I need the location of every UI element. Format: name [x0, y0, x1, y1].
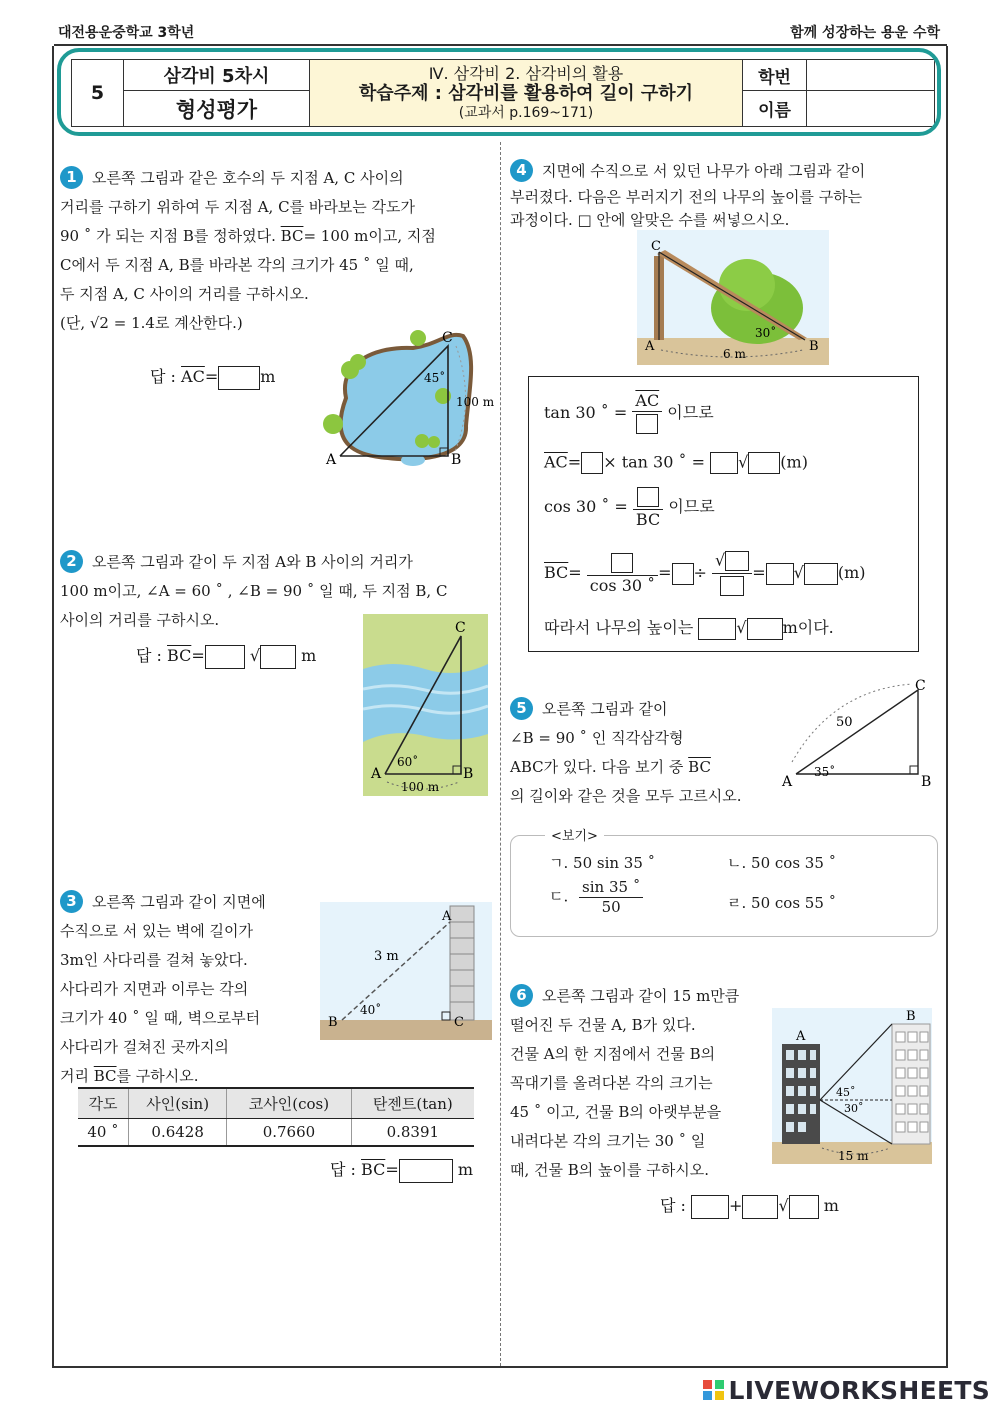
q1-line: 오른쪽 그림과 같은 호수의 두 지점 A, C 사이의	[92, 169, 404, 187]
table-cell: 0.8391	[351, 1118, 474, 1146]
q2-answer-box-radicand[interactable]	[260, 645, 296, 669]
equals-sign: =	[568, 563, 582, 582]
angle-label: 30˚	[755, 326, 777, 340]
q3-line: 3m인 사다리를 걸쳐 놓았다.	[60, 951, 248, 969]
label-c: C	[651, 239, 661, 254]
length-label: 15 m	[838, 1149, 869, 1163]
angle-label: 35˚	[814, 765, 836, 779]
option-3[interactable]	[549, 880, 643, 915]
process-text: 이므로	[668, 497, 715, 516]
fraction-denominator	[712, 574, 752, 596]
label-a: A	[796, 1029, 806, 1044]
q4-box-13[interactable]	[747, 618, 783, 640]
unit-label: (m)	[837, 563, 866, 582]
q3-text: 거리	[60, 1067, 94, 1085]
length-label: 100 m	[456, 395, 495, 409]
label-a: A	[782, 774, 793, 790]
q6-answer-box-3[interactable]	[789, 1195, 819, 1219]
q1-text: = 100 m이고, 지점	[303, 227, 436, 245]
label-b: B	[906, 1009, 916, 1024]
tree-icon	[323, 414, 343, 434]
process-row-3	[544, 487, 715, 528]
question-4	[510, 157, 942, 232]
option-2[interactable]: ㄴ. 50 cos 35 ˚	[727, 854, 837, 872]
table-header: 탄젠트(tan)	[351, 1088, 474, 1118]
angle-label: 60˚	[397, 755, 419, 769]
q1-answer-box[interactable]	[218, 366, 260, 390]
question-6	[510, 982, 750, 1185]
q4-line: 지면에 수직으로 서 있던 나무가 아래 그림과 같이	[542, 162, 866, 180]
textbook-label: (교과서 p.169~171)	[458, 105, 594, 122]
fraction-numerator	[587, 553, 658, 576]
label-b: B	[451, 452, 462, 468]
fraction	[633, 487, 663, 528]
example-box	[510, 835, 938, 937]
fraction-numerator: sin 35 ˚	[579, 880, 643, 898]
q2-river-figure	[363, 614, 488, 796]
q1-line: C에서 두 지점 A, B를 바라본 각의 크기가 45 ˚ 일 때,	[60, 256, 414, 274]
label-a: A	[442, 909, 452, 924]
sqrt-symbol: √	[738, 452, 749, 472]
table-header: 코사인(cos)	[227, 1088, 351, 1118]
q6-line: 떨어진 두 건물 A, B가 있다.	[510, 1016, 696, 1034]
question-number-6: 6	[510, 984, 533, 1007]
plus-sign: +	[729, 1196, 743, 1215]
unit-label: m	[457, 1160, 473, 1179]
tree-icon	[410, 330, 426, 346]
q3-line: 수직으로 서 있는 벽에 길이가	[60, 922, 253, 940]
question-number-5: 5	[510, 697, 533, 720]
fraction-denominator	[632, 412, 662, 434]
equals-sign: =	[567, 452, 582, 472]
q1-line: 거리를 구하기 위하여 두 지점 A, C를 바라보는 각도가	[60, 198, 416, 216]
q1-note: (단, √2 = 1.4로 계산한다.)	[60, 314, 243, 332]
sqrt-symbol: √	[778, 1196, 789, 1215]
logo-icon	[702, 1378, 726, 1402]
q4-line: 부러졌다. 다음은 부러지기 전의 나무의 높이를 구하는	[510, 188, 863, 206]
table-cell: 0.6428	[129, 1118, 227, 1146]
question-3	[60, 888, 300, 1091]
unit-label: (m)	[780, 452, 808, 472]
table-header: 사인(sin)	[129, 1088, 227, 1118]
q5-line: 오른쪽 그림과 같이	[542, 700, 668, 718]
worksheet-header	[57, 48, 941, 136]
q4-box-10[interactable]	[766, 563, 794, 585]
column-divider	[500, 142, 501, 1366]
q3-text: 를 구하시오.	[116, 1067, 199, 1085]
length-label: 3 m	[374, 949, 399, 964]
student-id-field[interactable]	[807, 60, 935, 91]
angle-label: 40˚	[360, 1003, 382, 1017]
label-c: C	[454, 1015, 464, 1030]
process-row-5	[544, 615, 834, 640]
q6-answer	[660, 1193, 839, 1219]
q3-answer-box[interactable]	[399, 1159, 453, 1183]
q4-box-11[interactable]	[804, 563, 838, 585]
process-text: × tan 30 ˚ =	[603, 452, 705, 472]
name-label: 이름	[743, 91, 807, 127]
river-shape	[363, 664, 488, 742]
q1-line: 두 지점 A, C 사이의 거리를 구하시오.	[60, 285, 309, 303]
sqrt-symbol: √	[736, 618, 747, 637]
tree-icon	[415, 434, 429, 448]
unit-label: m	[823, 1196, 839, 1215]
q1-text: 90 ˚ 가 되는 지점 B를 정하였다.	[60, 227, 281, 245]
label-a: A	[371, 766, 382, 782]
q3-line: 사다리가 걸쳐진 곳까지의	[60, 1038, 229, 1056]
process-row-2	[544, 452, 808, 474]
table-cell: 40 ˚	[78, 1118, 129, 1146]
unit-label: m	[301, 646, 317, 665]
label-b: B	[328, 1015, 338, 1030]
ground	[320, 1020, 492, 1040]
trig-table	[78, 1087, 474, 1147]
fraction-numerator: √	[712, 551, 752, 574]
answer-label: 답 :	[660, 1196, 692, 1215]
slogan-label: 함께 성장하는 용운 수학	[790, 25, 940, 41]
label-b: B	[809, 339, 819, 354]
q2-answer	[136, 643, 316, 669]
lake-shape	[341, 335, 472, 459]
angle-label-1: 45˚	[836, 1086, 856, 1099]
q4-box-12[interactable]	[698, 618, 736, 640]
sqrt-symbol: √	[793, 563, 804, 582]
fraction-denominator: cos 30 ˚	[589, 576, 656, 595]
q4-box-2[interactable]	[581, 452, 603, 474]
label-c: C	[455, 620, 466, 636]
q5-line: 의 길이와 같은 것을 모두 고르시오.	[510, 787, 742, 805]
fraction-numerator	[633, 487, 663, 510]
q2-line: 오른쪽 그림과 같이 두 지점 A와 B 사이의 거리가	[92, 553, 413, 571]
q6-buildings-figure	[772, 1008, 932, 1164]
fraction	[587, 553, 658, 594]
triangle-abc	[796, 690, 918, 774]
process-row-4	[544, 551, 866, 596]
q4-box-6[interactable]	[611, 553, 633, 573]
question-number-4: 4	[510, 159, 533, 182]
q1-segment: $\overline{BC}$	[280, 227, 304, 245]
q3-line: 크기가 40 ˚ 일 때, 벽으로부터	[60, 1009, 261, 1027]
answer-segment: $\overline{BC}$	[361, 1160, 386, 1179]
example-title: <보기>	[545, 825, 604, 844]
label-c: C	[915, 678, 926, 694]
q3-line: 사다리가 지면과 이루는 각의	[60, 980, 249, 998]
unit-label: Ⅳ. 삼각비 2. 삼각비의 활용	[428, 63, 624, 83]
q3-line: 오른쪽 그림과 같이 지면에	[92, 893, 266, 911]
student-id-label: 학번	[743, 60, 807, 91]
answer-label: 답 :	[150, 367, 182, 386]
q4-box-3[interactable]	[710, 452, 738, 474]
equals-sign: =	[191, 646, 205, 665]
q4-box-5[interactable]	[637, 487, 659, 507]
q6-line: 때, 건물 B의 높이를 구하시오.	[510, 1161, 710, 1179]
liveworksheets-logo	[702, 1376, 990, 1405]
option-label: ㄷ.	[549, 887, 569, 906]
length-label: 50	[836, 715, 853, 730]
process-text: 따라서 나무의 높이는	[544, 618, 694, 637]
question-number-2: 2	[60, 550, 83, 573]
table-header: 각도	[78, 1088, 129, 1118]
q4-box-9[interactable]	[720, 576, 744, 596]
q2-answer-box-coef[interactable]	[205, 645, 245, 669]
question-number-1: 1	[60, 166, 83, 189]
q4-line: 과정이다. □ 안에 알맞은 수를 써넣으시오.	[510, 211, 790, 229]
label-a: A	[645, 339, 655, 354]
fraction-numerator: $\overline{AC}$	[632, 393, 662, 412]
q3-answer	[330, 1157, 473, 1183]
q5-line: ∠B = 90 ˚ 인 직각삼각형	[510, 729, 684, 747]
q4-box-8[interactable]	[725, 551, 749, 571]
q6-line: 꼭대기를 올려다본 각의 크기는	[510, 1074, 713, 1092]
assessment-title: 형성평가	[124, 91, 310, 127]
angle-label: 45˚	[424, 371, 446, 385]
question-1	[60, 164, 492, 338]
q5-segment: $\overline{BC}$	[688, 758, 711, 776]
q3-ladder-figure	[320, 902, 492, 1040]
q6-answer-box-2[interactable]	[742, 1195, 778, 1219]
option-1[interactable]: ㄱ. 50 sin 35 ˚	[549, 854, 656, 872]
divide-sign: ÷	[693, 563, 707, 582]
process-text: 이므로	[667, 403, 714, 422]
process-text: cos 30 ˚ =	[544, 497, 633, 516]
process-row-1	[544, 393, 714, 434]
label-a: A	[326, 452, 337, 468]
answer-segment: $\overline{AC}$	[181, 367, 205, 386]
school-label: 대전용운중학교 3학년	[58, 25, 195, 41]
fraction-denominator: 50	[601, 898, 621, 916]
q4-box-1[interactable]	[636, 414, 658, 434]
option-4[interactable]: ㄹ. 50 cos 55 ˚	[727, 894, 837, 912]
q1-lake-figure	[318, 326, 498, 474]
answer-label: 답 :	[136, 646, 168, 665]
question-number-3: 3	[60, 890, 83, 913]
q5-text: ABC가 있다. 다음 보기 중	[510, 758, 689, 776]
tree-icon	[428, 436, 440, 448]
answer-segment: $\overline{BC}$	[167, 646, 192, 665]
brick-wall	[450, 906, 474, 1020]
angle-label-2: 30˚	[844, 1102, 864, 1115]
right-angle-mark	[910, 766, 918, 774]
q6-answer-box-1[interactable]	[691, 1195, 729, 1219]
fraction	[632, 393, 662, 434]
q6-line: 내려다본 각의 크기는 30 ˚ 일	[510, 1132, 706, 1150]
q4-tree-figure	[637, 230, 829, 365]
q3-segment: $\overline{BC}$	[93, 1067, 117, 1085]
unit-label: m	[260, 367, 276, 386]
question-5	[510, 695, 790, 811]
fraction-denominator: $\overline{BC}$	[635, 510, 661, 529]
label-c: C	[442, 330, 453, 346]
tree-icon	[350, 354, 366, 370]
sqrt-symbol: √	[249, 646, 261, 665]
q2-line: 사이의 거리를 구하시오.	[60, 611, 220, 629]
process-segment: $\overline{AC}$	[544, 452, 568, 472]
equals-sign: =	[752, 563, 766, 582]
q1-answer	[150, 364, 275, 390]
label-b: B	[921, 774, 932, 790]
length-label: 6 m	[723, 347, 746, 361]
q6-line: 오른쪽 그림과 같이 15 m만큼	[542, 987, 740, 1005]
length-label: 100 m	[401, 780, 440, 794]
q2-line: 100 m이고, ∠A = 60 ˚ , ∠B = 90 ˚ 일 때, 두 지점 B, C	[60, 582, 448, 600]
fraction	[712, 551, 752, 596]
equals-sign: =	[658, 563, 672, 582]
label-b: B	[463, 766, 474, 782]
q5-triangle-figure	[778, 676, 938, 794]
lesson-number: 5	[72, 60, 124, 127]
q4-box-4[interactable]	[748, 452, 780, 474]
fraction	[579, 880, 643, 915]
topic-cell	[310, 60, 743, 127]
equals-sign: =	[385, 1160, 399, 1179]
q4-process-box	[528, 376, 919, 652]
q6-line: 건물 A의 한 지점에서 건물 B의	[510, 1045, 716, 1063]
logo-text: LIVEWORKSHEETS	[728, 1376, 990, 1405]
topic-label: 학습주제 : 삼각비를 활용하여 길이 구하기	[358, 83, 694, 105]
q6-line: 45 ˚ 이고, 건물 B의 아랫부분을	[510, 1103, 722, 1121]
answer-label: 답 :	[330, 1160, 362, 1179]
process-segment: $\overline{BC}$	[544, 563, 569, 582]
equals-sign: =	[204, 367, 219, 386]
process-text: tan 30 ˚ =	[544, 403, 633, 422]
process-text: m이다.	[782, 618, 834, 637]
lesson-title: 삼각비 5차시	[124, 60, 310, 91]
name-field[interactable]	[807, 91, 935, 127]
q4-box-7[interactable]	[672, 563, 694, 585]
table-cell: 0.7660	[227, 1118, 351, 1146]
